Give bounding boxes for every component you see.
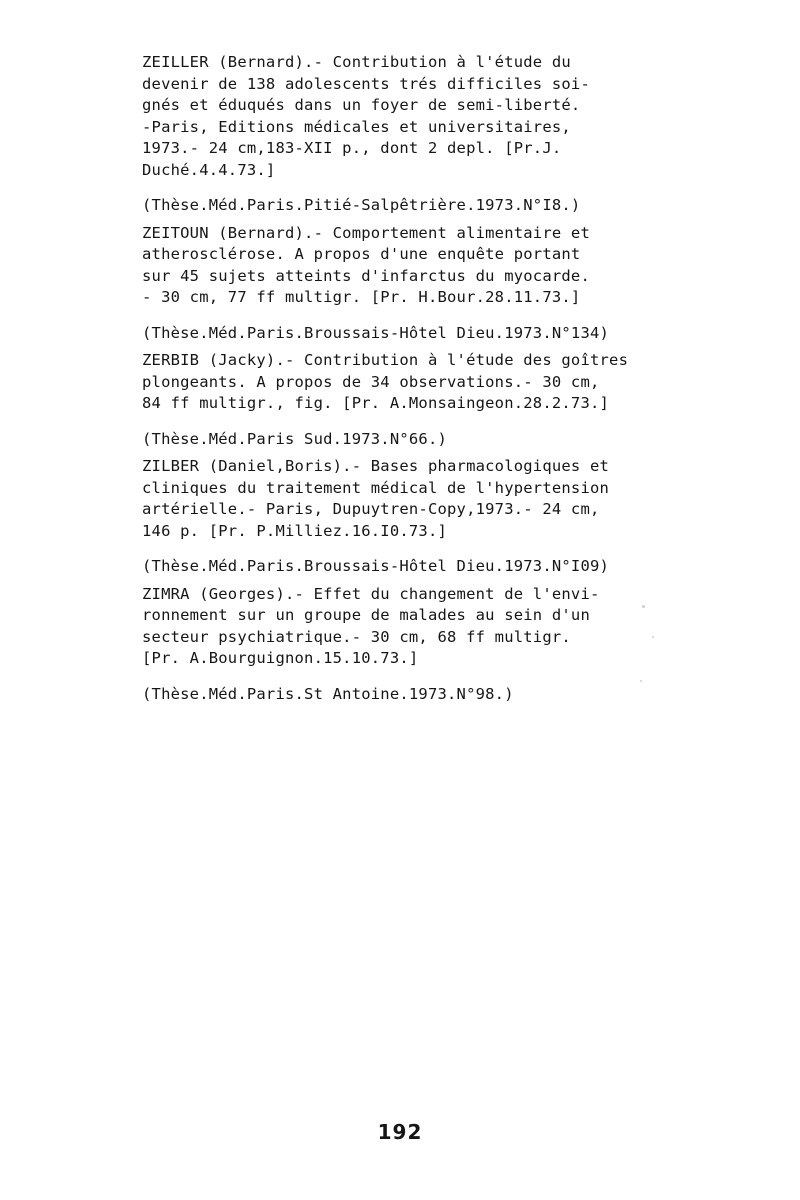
- bibliography-entry-zeiller: [142, 52, 662, 217]
- bibliography-entry-zerbib: [142, 350, 662, 450]
- entry-text-line: ZEILLER (Bernard).- Contribution à l'étude du: [142, 53, 571, 71]
- entry-text-line: ZEITOUN (Bernard).- Comportement alimentaire et: [142, 223, 590, 242]
- thesis-location: (Thèse.Méd.Paris.Pitié-Salpêtrière.1973.N°I8.): [142, 196, 581, 214]
- entry-text-line: atherosclérose. A propos d'une enquête portant: [142, 245, 581, 263]
- thesis-location: (Thèse.Méd.Paris.Broussais-Hôtel Dieu.1973.N°134): [142, 323, 610, 342]
- bibliography-entry-zimra: [142, 584, 662, 706]
- bibliography-list: [142, 52, 662, 711]
- thesis-location: (Thèse.Méd.Paris Sud.1973.N°66.): [142, 429, 448, 448]
- scan-artifact: [642, 605, 645, 608]
- page-number: 192: [377, 1120, 423, 1144]
- entry-text-line: artérielle.- Paris, Dupuytren-Copy,1973.- 24 cm,: [142, 500, 600, 518]
- entry-text-line: ZILBER (Daniel,Boris).- Bases pharmacologiques et: [142, 457, 610, 475]
- entry-text-line: ZIMRA (Georges).- Effet du changement de l'envi-: [142, 584, 600, 603]
- entry-text-line: 1973.- 24 cm,183-XII p., dont 2 depl. [Pr.J.: [142, 139, 562, 157]
- entry-text-line: gnés et éduqués dans un foyer de semi-liberté.: [142, 96, 581, 114]
- scan-artifact: [640, 680, 642, 682]
- bibliography-entry-zilber: [142, 456, 662, 578]
- entry-text-line: 146 p. [Pr. P.Milliez.16.I0.73.]: [142, 521, 448, 540]
- entry-text-line: ronnement sur un groupe de malades au sein d'un: [142, 606, 590, 624]
- entry-text-line: -Paris, Editions médicales et universitaires,: [142, 117, 571, 136]
- entry-text-line: [Pr. A.Bourguignon.15.10.73.]: [142, 649, 419, 667]
- entry-text-line: 84 ff multigr., fig. [Pr. A.Monsaingeon.28.2.73.]: [142, 394, 610, 412]
- entry-text-line: cliniques du traitement médical de l'hypertension: [142, 478, 610, 497]
- entry-text-line: sur 45 sujets atteints d'infarctus du myocarde.: [142, 266, 590, 285]
- bibliography-entry-zeitoun: [142, 223, 662, 345]
- entry-text-line: devenir de 138 adolescents trés difficiles soi-: [142, 74, 590, 93]
- thesis-location: (Thèse.Méd.Paris.St Antoine.1973.N°98.): [142, 684, 514, 703]
- entry-text-line: plongeants. A propos de 34 observations.- 30 cm,: [142, 372, 600, 391]
- entry-text-line: - 30 cm, 77 ff multigr. [Pr. H.Bour.28.11.73.]: [142, 288, 581, 306]
- entry-text-line: Duché.4.4.73.]: [142, 160, 276, 179]
- entry-text-line: secteur psychiatrique.- 30 cm, 68 ff multigr.: [142, 627, 571, 646]
- thesis-location: (Thèse.Méd.Paris.Broussais-Hôtel Dieu.1973.N°I09): [142, 557, 610, 575]
- entry-text-line: ZERBIB (Jacky).- Contribution à l'étude des goîtres: [142, 351, 629, 369]
- scan-artifact: [652, 636, 654, 638]
